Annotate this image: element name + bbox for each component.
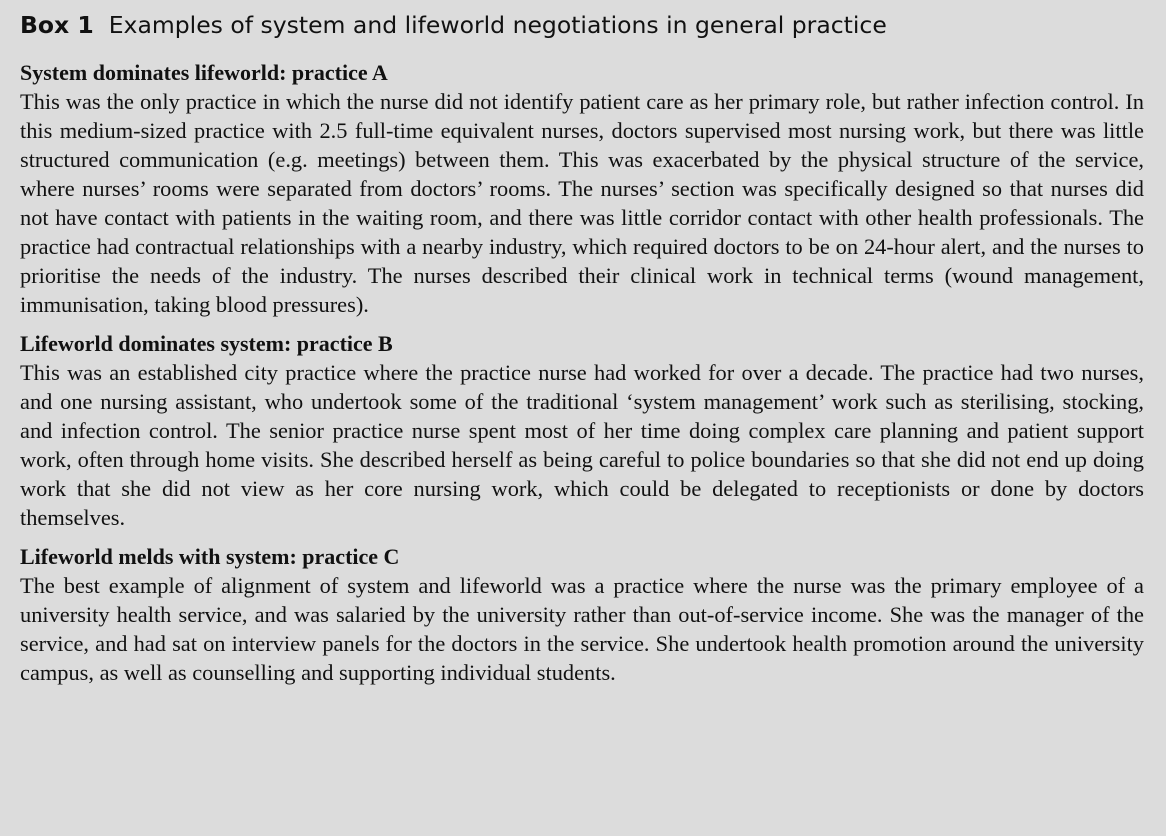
box-label: Box 1 [20,11,94,39]
section-body: The best example of alignment of system and lifeworld was a practice where the nurse was the primary employee of a university health service, and was salaried by the university rather than out-of-service income. She was the manager of the service, and had sat on interview panels for the doctors in the service. She undertook health promotion around the university campus, as well as counselling and supporting individual students. [20,573,1144,685]
section-practice-a [20,58,1144,319]
section-practice-b [20,329,1144,532]
section-heading: System dominates lifeworld: practice A [20,60,388,85]
section-practice-c [20,542,1144,687]
box-title-text: Examples of system and lifeworld negotiations in general practice [108,11,887,39]
section-heading: Lifeworld dominates system: practice B [20,331,393,356]
box-title [20,9,1144,41]
section-heading: Lifeworld melds with system: practice C [20,544,400,569]
section-body: This was the only practice in which the nurse did not identify patient care as her primary role, but rather infection control. In this medium-sized practice with 2.5 full-time equivalent nurses, doctors supervised most nursing work, but there was little structured communication (e.g. meetings) between them. This was exacerbated by the physical structure of the service, where nurses’ rooms were separated from doctors’ rooms. The nurses’ section was specifically designed so that nurses did not have contact with patients in the waiting room, and there was little corridor contact with other health professionals. The practice had contractual relationships with a nearby industry, which required doctors to be on 24-hour alert, and the nurses to prioritise the needs of the industry. The nurses described their clinical work in technical terms (wound management, immunisation, taking blood pressures). [20,89,1144,317]
section-body: This was an established city practice where the practice nurse had worked for over a decade. The practice had two nurses, and one nursing assistant, who undertook some of the traditional ‘system management’ work such as sterilising, stocking, and infection control. The senior practice nurse spent most of her time doing complex care planning and patient support work, often through home visits. She described herself as being careful to police boundaries so that she did not end up doing work that she did not view as her core nursing work, which could be delegated to receptionists or done by doctors themselves. [20,360,1144,530]
